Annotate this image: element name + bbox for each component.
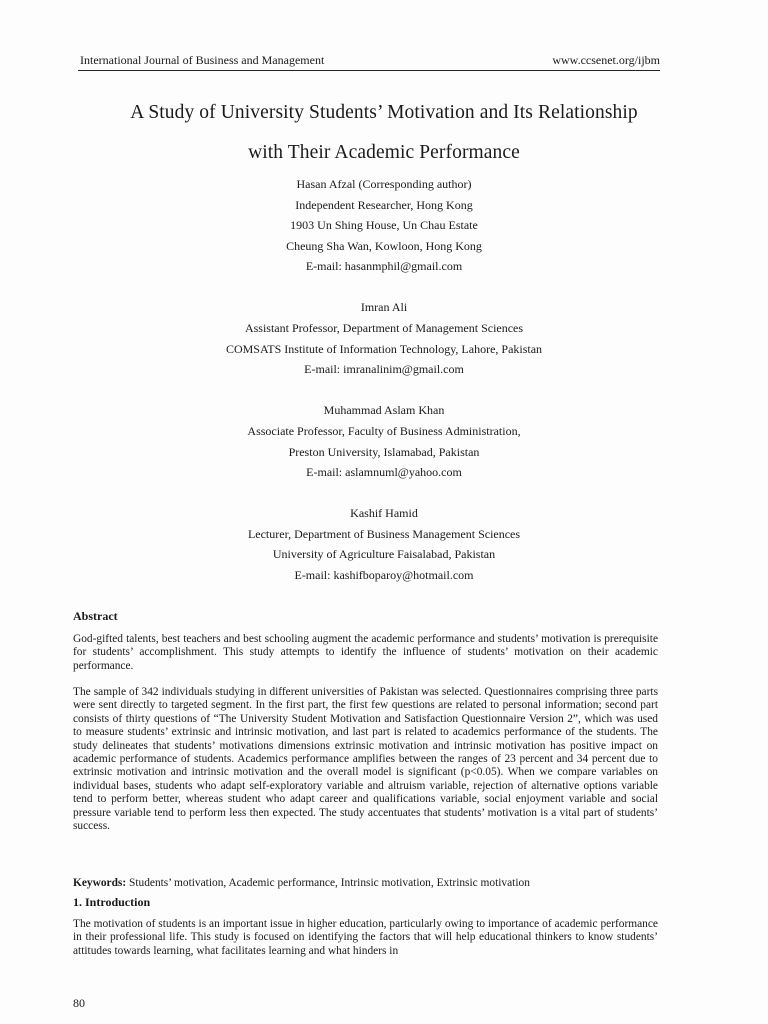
author-block-ali — [40, 297, 728, 379]
author-email: E-mail: kashifboparoy@hotmail.com — [294, 568, 474, 582]
introduction-paragraph — [73, 918, 658, 958]
author-spacer — [40, 483, 728, 504]
abstract-paragraph-1 — [73, 633, 658, 673]
author-institution: Preston University, Islamabad, Pakistan — [288, 444, 480, 459]
author-address: Cheung Sha Wan, Kowloon, Hong Kong — [286, 238, 482, 253]
introduction-paragraph-text: The motivation of students is an important issue in higher education, particularly owing to importance of academic performance in their professional life. This study is focused on identifying the factors that will help educational thinkers to know students’ attitudes towards learning, what facilitates learning and what hinders in — [73, 918, 658, 957]
author-name: Muhammad Aslam Khan — [323, 403, 445, 418]
author-name: Kashif Hamid — [350, 506, 418, 521]
author-email: E-mail: hasanmphil@gmail.com — [305, 259, 463, 274]
author-affiliation: Associate Professor, Faculty of Business Administration, — [247, 423, 521, 438]
keywords-line — [73, 877, 658, 890]
journal-url: www.ccsenet.org/ijbm — [552, 53, 660, 67]
abstract-paragraph-2-text: The sample of 342 individuals studying in different universities of Pakistan was selected. Questionnaires comprising three parts were sent directly to targeted segment. In the first part, the first few questions are related to personal information; second part consists of thirty questions of “The University Student Motivation and Satisfaction Questionnaire Version 2”, which was used to measure students’ extrinsic and intrinsic motivation, and last part is related to academics performance of the students. The study delineates that students’ motivations dimensions extrinsic motivation and intrinsic motivation has positive impact on academic performance of students. Academics performance amplifies between the ranges of 23 percent and 34 percent due to extrinsic motivation and intrinsic motivation and the overall model is significant (p<0.05). When we compare variables on individual bases, students who adapt self-exploratory variable and altruism variable, rejection of alternative options variable tend to perform better, whereas student who adapt career and qualifications variable, social enjoyment variable and social pressure variable tend to perform less then expected. The study accentuates that students’ motivation is a vital part of students’ success. — [73, 686, 658, 833]
introduction-heading: 1. Introduction — [73, 895, 151, 909]
journal-name: International Journal of Business and Management — [80, 53, 325, 67]
author-spacer — [40, 380, 728, 401]
author-name: Imran Ali — [360, 300, 408, 315]
abstract-paragraph-1-text: God-gifted talents, best teachers and best schooling augment the academic performance and students’ motivation is prerequisite for students’ accomplishment. This study attempts to identify the influence of students’ motivation on their academic performance. — [73, 633, 658, 672]
keywords-label: Keywords: — [73, 877, 127, 889]
author-address: 1903 Un Shing House, Un Chau Estate — [290, 218, 478, 233]
page-number: 80 — [73, 996, 85, 1010]
abstract-heading: Abstract — [73, 609, 118, 623]
author-email: E-mail: aslamnuml@yahoo.com — [306, 465, 462, 480]
paper-title-line-2: with Their Academic Performance — [248, 142, 520, 163]
author-institution: COMSATS Institute of Information Technology, Lahore, Pakistan — [225, 341, 543, 356]
author-affiliation: Assistant Professor, Department of Management Sciences — [244, 321, 524, 336]
running-header — [78, 52, 660, 71]
author-affiliation: Independent Researcher, Hong Kong — [295, 197, 473, 212]
author-block-hamid — [40, 503, 728, 585]
author-affiliation: Lecturer, Department of Business Management Sciences — [247, 526, 521, 541]
paper-title-line-1: A Study of University Students’ Motivation and Its Relationship — [130, 102, 638, 123]
abstract-paragraph-2 — [73, 686, 658, 833]
author-name: Hasan Afzal (Corresponding author) — [296, 177, 472, 191]
keywords-text: Students’ motivation, Academic performance, Intrinsic motivation, Extrinsic motivation — [126, 877, 530, 889]
author-email: E-mail: imranalinim@gmail.com — [304, 362, 464, 377]
author-block-khan — [40, 400, 728, 482]
author-block-afzal — [40, 174, 728, 277]
author-spacer — [40, 277, 728, 298]
author-institution: University of Agriculture Faisalabad, Pakistan — [272, 547, 496, 562]
author-list — [40, 174, 728, 586]
